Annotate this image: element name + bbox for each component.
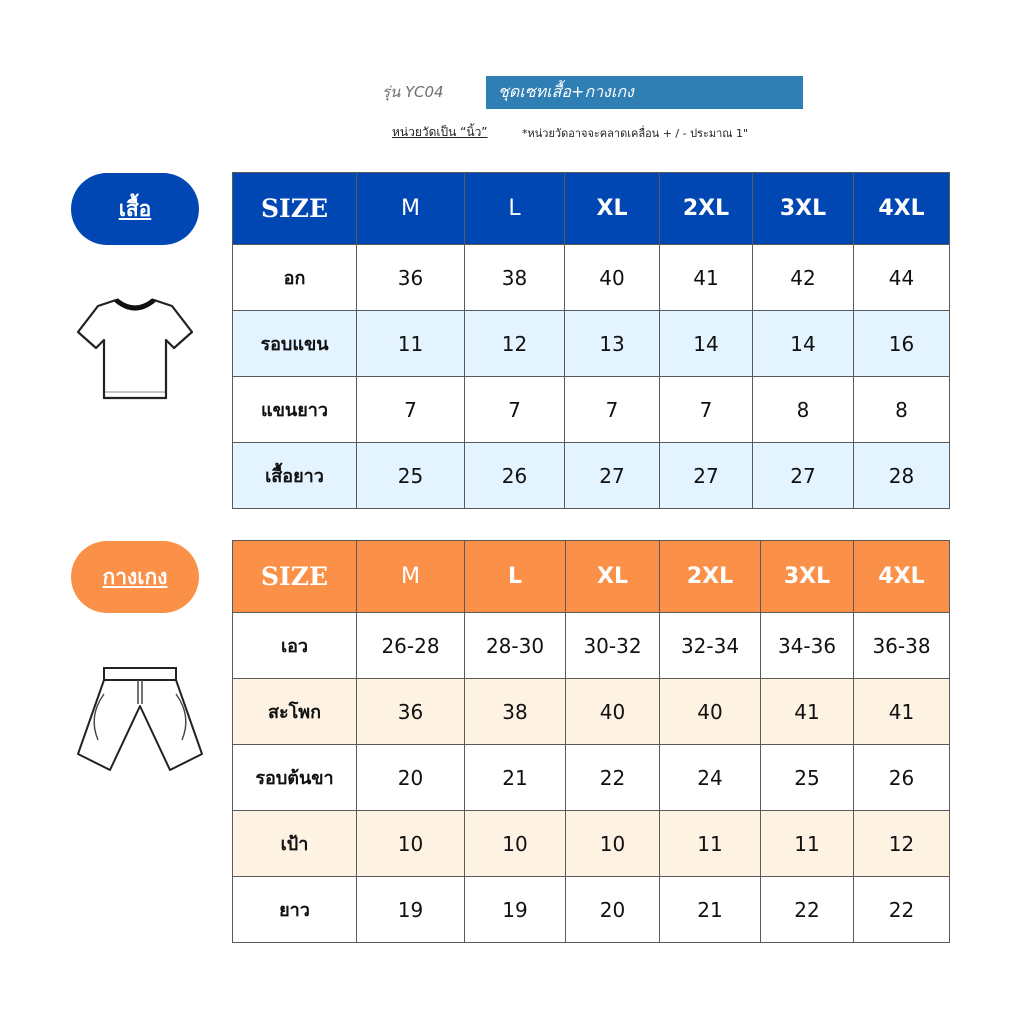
- shirt-header-xl: XL: [565, 173, 660, 245]
- table-cell: 21: [465, 745, 566, 811]
- table-cell: 32-34: [660, 613, 761, 679]
- table-cell: 40: [565, 245, 660, 311]
- table-cell: 41: [761, 679, 854, 745]
- table-cell: 8: [854, 377, 950, 443]
- pants-header-2xl: 2XL: [660, 541, 761, 613]
- row-label: รอบต้นขา: [233, 745, 357, 811]
- table-cell: 36: [357, 245, 465, 311]
- table-cell: 11: [761, 811, 854, 877]
- table-cell: 27: [565, 443, 660, 509]
- table-cell: 28-30: [465, 613, 566, 679]
- pants-header-xl: XL: [566, 541, 660, 613]
- table-cell: 16: [854, 311, 950, 377]
- row-label: อก: [233, 245, 357, 311]
- pants-section-label: กางเกง: [71, 541, 199, 613]
- table-cell: 12: [854, 811, 950, 877]
- table-cell: 25: [357, 443, 465, 509]
- table-cell: 26: [465, 443, 565, 509]
- table-cell: 19: [357, 877, 465, 943]
- table-cell: 27: [660, 443, 753, 509]
- table-cell: 7: [357, 377, 465, 443]
- pants-header-size: SIZE: [233, 541, 357, 613]
- table-cell: 44: [854, 245, 950, 311]
- table-cell: 41: [854, 679, 950, 745]
- table-cell: 28: [854, 443, 950, 509]
- table-cell: 14: [753, 311, 854, 377]
- table-cell: 41: [660, 245, 753, 311]
- table-cell: 40: [660, 679, 761, 745]
- table-cell: 10: [566, 811, 660, 877]
- table-cell: 24: [660, 745, 761, 811]
- table-cell: 21: [660, 877, 761, 943]
- row-label: เอว: [233, 613, 357, 679]
- table-cell: 11: [660, 811, 761, 877]
- table-cell: 36-38: [854, 613, 950, 679]
- pants-size-table: [232, 540, 950, 943]
- table-cell: 19: [465, 877, 566, 943]
- table-cell: 7: [465, 377, 565, 443]
- t-shirt-icon: [76, 292, 194, 402]
- table-cell: 22: [566, 745, 660, 811]
- row-label: แขนยาว: [233, 377, 357, 443]
- shirt-row-body-length: [233, 443, 950, 509]
- table-cell: 42: [753, 245, 854, 311]
- pants-header-4xl: 4XL: [854, 541, 950, 613]
- table-cell: 14: [660, 311, 753, 377]
- row-label: เป้า: [233, 811, 357, 877]
- unit-note: หน่วยวัดเป็น “นิ้ว”: [392, 125, 488, 139]
- row-label: สะโพก: [233, 679, 357, 745]
- shirt-section-label: เสื้อ: [71, 173, 199, 245]
- set-name-banner: ชุดเซทเสื้อ+กางเกง: [486, 76, 803, 109]
- pants-row-thigh: [233, 745, 950, 811]
- table-cell: 22: [761, 877, 854, 943]
- tolerance-note: *หน่วยวัดอาจจะคลาดเคลื่อน + / - ประมาณ 1": [522, 127, 749, 140]
- table-cell: 7: [660, 377, 753, 443]
- row-label: รอบแขน: [233, 311, 357, 377]
- table-cell: 27: [753, 443, 854, 509]
- row-label: ยาว: [233, 877, 357, 943]
- table-cell: 30-32: [566, 613, 660, 679]
- table-cell: 10: [357, 811, 465, 877]
- table-cell: 40: [566, 679, 660, 745]
- pants-row-hip: [233, 679, 950, 745]
- pants-header-l: L: [465, 541, 566, 613]
- shirt-header-4xl: 4XL: [854, 173, 950, 245]
- table-cell: 36: [357, 679, 465, 745]
- table-cell: 7: [565, 377, 660, 443]
- shirt-header-3xl: 3XL: [753, 173, 854, 245]
- table-cell: 10: [465, 811, 566, 877]
- pants-row-rise: [233, 811, 950, 877]
- table-cell: 8: [753, 377, 854, 443]
- table-cell: 12: [465, 311, 565, 377]
- pants-row-waist: [233, 613, 950, 679]
- table-cell: 22: [854, 877, 950, 943]
- pants-header-3xl: 3XL: [761, 541, 854, 613]
- shirt-header-l: L: [465, 173, 565, 245]
- pants-header-m: M: [357, 541, 465, 613]
- shirt-row-sleeve-length: [233, 377, 950, 443]
- table-cell: 38: [465, 245, 565, 311]
- table-cell: 38: [465, 679, 566, 745]
- model-label: รุ่น YC04: [382, 83, 444, 101]
- shirt-header-row: [233, 173, 950, 245]
- table-cell: 34-36: [761, 613, 854, 679]
- shirt-size-table: [232, 172, 950, 509]
- row-label: เสื้อยาว: [233, 443, 357, 509]
- shorts-icon: [76, 666, 204, 776]
- shirt-row-armhole: [233, 311, 950, 377]
- table-cell: 26-28: [357, 613, 465, 679]
- table-cell: 13: [565, 311, 660, 377]
- pants-header-row: [233, 541, 950, 613]
- pants-row-length: [233, 877, 950, 943]
- shirt-header-size: SIZE: [233, 173, 357, 245]
- table-cell: 25: [761, 745, 854, 811]
- table-cell: 20: [357, 745, 465, 811]
- table-cell: 20: [566, 877, 660, 943]
- shirt-header-m: M: [357, 173, 465, 245]
- table-cell: 26: [854, 745, 950, 811]
- shirt-row-chest: [233, 245, 950, 311]
- shirt-header-2xl: 2XL: [660, 173, 753, 245]
- table-cell: 11: [357, 311, 465, 377]
